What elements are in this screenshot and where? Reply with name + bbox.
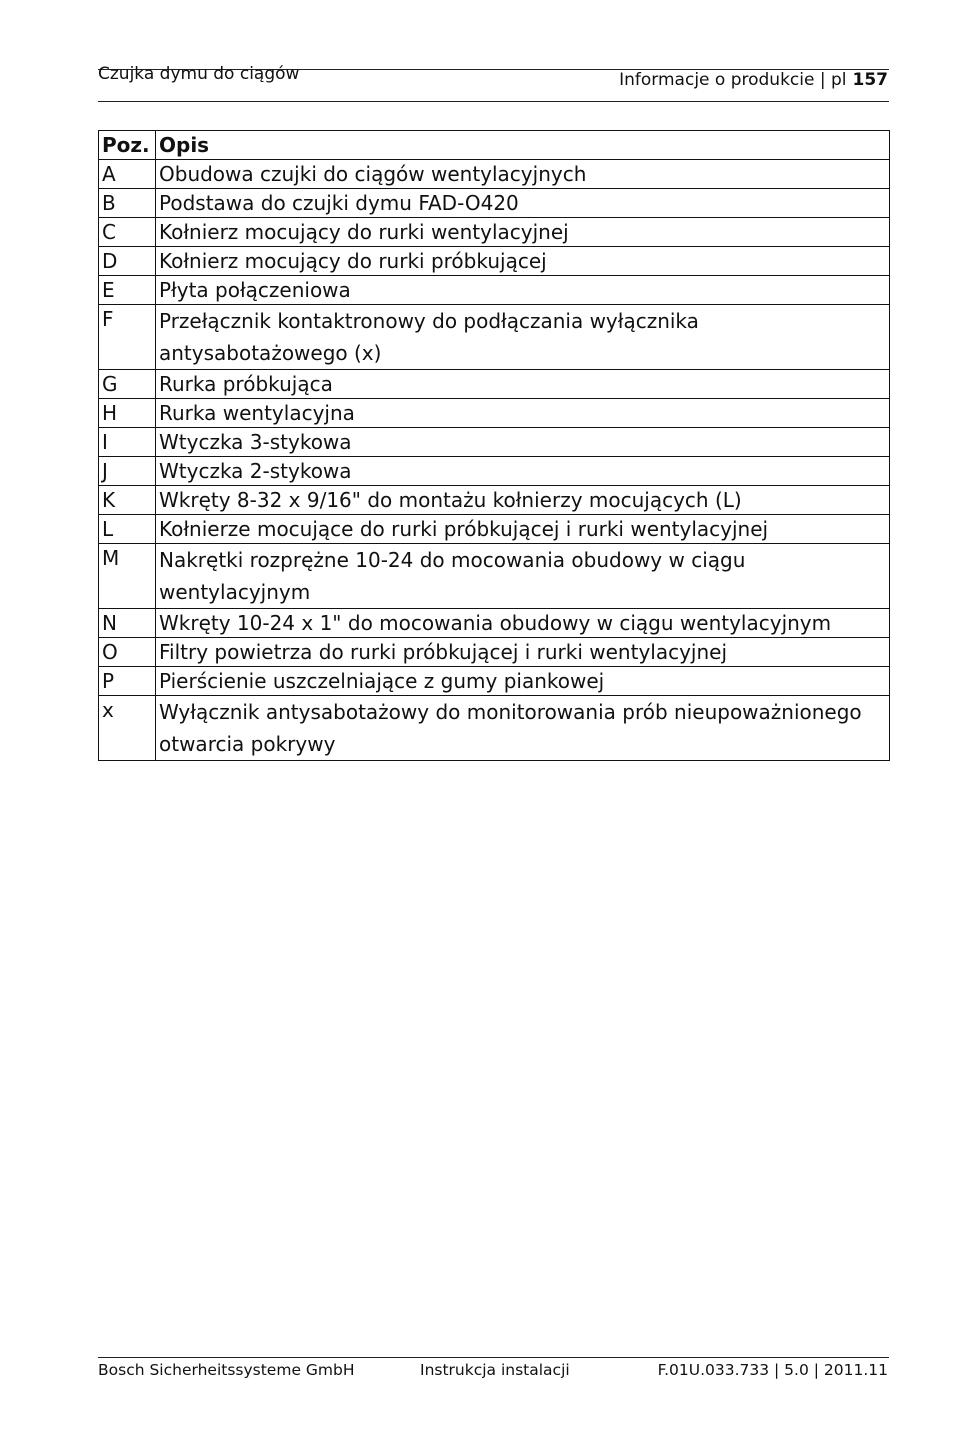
row-pos: M	[99, 544, 156, 609]
row-pos: P	[99, 667, 156, 696]
row-pos: H	[99, 399, 156, 428]
footer-rule	[98, 1357, 889, 1358]
row-desc: Rurka próbkująca	[156, 370, 890, 399]
row-pos: C	[99, 218, 156, 247]
table-row	[99, 305, 890, 370]
row-desc: Płyta połączeniowa	[156, 276, 890, 305]
table-row	[99, 399, 890, 428]
table-row	[99, 428, 890, 457]
row-desc: Wyłącznik antysabotażowy do monitorowania prób nieupoważnionego otwarcia pokrywy	[156, 696, 890, 761]
table-row	[99, 160, 890, 189]
row-pos: O	[99, 638, 156, 667]
footer-doc-type: Instrukcja instalacji	[420, 1361, 570, 1379]
column-header-pos: Poz.	[99, 131, 156, 160]
header-section	[619, 70, 888, 90]
row-pos: B	[99, 189, 156, 218]
row-desc: Podstawa do czujki dymu FAD-O420	[156, 189, 890, 218]
row-desc: Kołnierz mocujący do rurki wentylacyjnej	[156, 218, 890, 247]
row-desc: Wtyczka 2-stykowa	[156, 457, 890, 486]
row-pos: F	[99, 305, 156, 370]
row-pos: J	[99, 457, 156, 486]
footer-company: Bosch Sicherheitssysteme GmbH	[98, 1361, 355, 1379]
row-desc: Wkręty 10-24 x 1" do mocowania obudowy w ciągu wentylacyjnym	[156, 609, 890, 638]
table-header-row	[99, 131, 890, 160]
row-desc: Rurka wentylacyjna	[156, 399, 890, 428]
row-desc: Pierścienie uszczelniające z gumy piankowej	[156, 667, 890, 696]
row-pos: N	[99, 609, 156, 638]
row-pos: x	[99, 696, 156, 761]
row-pos: I	[99, 428, 156, 457]
table-row	[99, 486, 890, 515]
row-pos: E	[99, 276, 156, 305]
row-pos: A	[99, 160, 156, 189]
table-row	[99, 276, 890, 305]
row-desc: Wkręty 8-32 x 9/16" do montażu kołnierzy mocujących (L)	[156, 486, 890, 515]
table-row	[99, 189, 890, 218]
footer-doc-id: F.01U.033.733 | 5.0 | 2011.11	[657, 1361, 888, 1379]
table-row	[99, 638, 890, 667]
row-desc: Kołnierze mocujące do rurki próbkującej i rurki wentylacyjnej	[156, 515, 890, 544]
table-row	[99, 696, 890, 761]
parts-table	[98, 130, 890, 761]
page-number: 157	[852, 70, 888, 90]
row-pos: G	[99, 370, 156, 399]
table-row	[99, 609, 890, 638]
table-row	[99, 457, 890, 486]
table-row	[99, 247, 890, 276]
row-pos: L	[99, 515, 156, 544]
row-desc: Filtry powietrza do rurki próbkującej i rurki wentylacyjnej	[156, 638, 890, 667]
row-desc: Kołnierz mocujący do rurki próbkującej	[156, 247, 890, 276]
table-row	[99, 370, 890, 399]
table-row	[99, 218, 890, 247]
table-row	[99, 544, 890, 609]
row-desc: Obudowa czujki do ciągów wentylacyjnych	[156, 160, 890, 189]
table-row	[99, 667, 890, 696]
row-pos: K	[99, 486, 156, 515]
table-row	[99, 515, 890, 544]
column-header-desc: Opis	[156, 131, 890, 160]
row-pos: D	[99, 247, 156, 276]
row-desc: Przełącznik kontaktronowy do podłączania wyłącznika antysabotażowego (x)	[156, 305, 890, 370]
row-desc: Nakrętki rozprężne 10-24 do mocowania obudowy w ciągu wentylacyjnym	[156, 544, 890, 609]
header-rule-bottom	[98, 101, 889, 102]
section-label: Informacje o produkcie | pl	[619, 70, 847, 90]
row-desc: Wtyczka 3-stykowa	[156, 428, 890, 457]
document-title: Czujka dymu do ciągów	[98, 64, 300, 84]
